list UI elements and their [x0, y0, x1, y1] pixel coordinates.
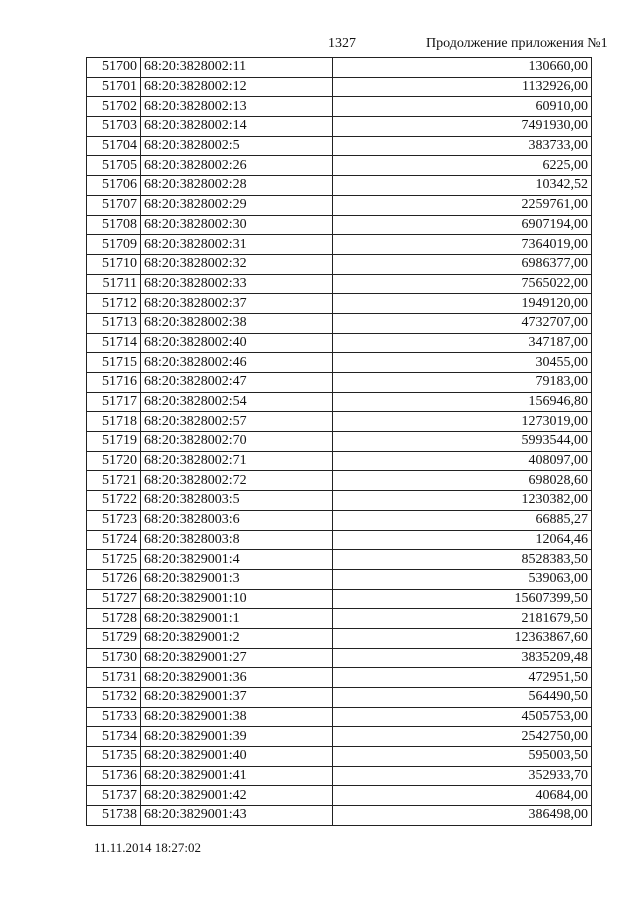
cadastral-value-cell: 6225,00 [333, 156, 592, 176]
cadastral-number-cell: 68:20:3829001:37 [141, 688, 333, 708]
row-number-cell: 51730 [87, 648, 141, 668]
table-row [87, 786, 592, 806]
cadastral-number-cell: 68:20:3829001:38 [141, 707, 333, 727]
row-number-cell: 51707 [87, 195, 141, 215]
row-number-cell: 51726 [87, 569, 141, 589]
cadastral-value-cell: 4505753,00 [333, 707, 592, 727]
table-row [87, 353, 592, 373]
cadastral-value-cell: 3835209,48 [333, 648, 592, 668]
cadastral-number-cell: 68:20:3828002:30 [141, 215, 333, 235]
cadastral-value-cell: 2542750,00 [333, 727, 592, 747]
cadastral-value-cell: 130660,00 [333, 58, 592, 78]
cadastral-value-cell: 595003,50 [333, 747, 592, 767]
cadastral-number-cell: 68:20:3828002:28 [141, 176, 333, 196]
row-number-cell: 51738 [87, 806, 141, 826]
cadastral-value-cell: 60910,00 [333, 97, 592, 117]
cadastral-number-cell: 68:20:3829001:39 [141, 727, 333, 747]
cadastral-number-cell: 68:20:3828002:32 [141, 254, 333, 274]
cadastral-number-cell: 68:20:3828002:13 [141, 97, 333, 117]
cadastral-number-cell: 68:20:3828002:70 [141, 432, 333, 452]
cadastral-number-cell: 68:20:3828003:8 [141, 530, 333, 550]
cadastral-number-cell: 68:20:3829001:3 [141, 569, 333, 589]
cadastral-value-cell: 4732707,00 [333, 313, 592, 333]
table-row [87, 550, 592, 570]
row-number-cell: 51708 [87, 215, 141, 235]
table-row [87, 491, 592, 511]
cadastral-number-cell: 68:20:3828002:40 [141, 333, 333, 353]
cadastral-value-cell: 539063,00 [333, 569, 592, 589]
row-number-cell: 51723 [87, 510, 141, 530]
row-number-cell: 51702 [87, 97, 141, 117]
cadastral-number-cell: 68:20:3828002:29 [141, 195, 333, 215]
cadastral-number-cell: 68:20:3829001:41 [141, 766, 333, 786]
table-row [87, 766, 592, 786]
table-row [87, 235, 592, 255]
cadastral-number-cell: 68:20:3829001:4 [141, 550, 333, 570]
row-number-cell: 51721 [87, 471, 141, 491]
cadastral-value-cell: 408097,00 [333, 451, 592, 471]
table-row [87, 609, 592, 629]
row-number-cell: 51724 [87, 530, 141, 550]
table-row [87, 333, 592, 353]
row-number-cell: 51732 [87, 688, 141, 708]
row-number-cell: 51704 [87, 136, 141, 156]
row-number-cell: 51733 [87, 707, 141, 727]
cadastral-number-cell: 68:20:3829001:27 [141, 648, 333, 668]
row-number-cell: 51716 [87, 373, 141, 393]
table-row [87, 373, 592, 393]
table-row [87, 313, 592, 333]
row-number-cell: 51700 [87, 58, 141, 78]
cadastral-value-cell: 564490,50 [333, 688, 592, 708]
table-row [87, 254, 592, 274]
table-row [87, 274, 592, 294]
row-number-cell: 51701 [87, 77, 141, 97]
table-row [87, 471, 592, 491]
row-number-cell: 51715 [87, 353, 141, 373]
cadastral-value-cell: 12363867,60 [333, 628, 592, 648]
cadastral-number-cell: 68:20:3829001:36 [141, 668, 333, 688]
cadastral-value-cell: 1949120,00 [333, 294, 592, 314]
table-row [87, 117, 592, 137]
cadastral-number-cell: 68:20:3829001:42 [141, 786, 333, 806]
row-number-cell: 51735 [87, 747, 141, 767]
table-row [87, 136, 592, 156]
table-row [87, 569, 592, 589]
cadastral-number-cell: 68:20:3828003:6 [141, 510, 333, 530]
cadastral-value-cell: 5993544,00 [333, 432, 592, 452]
cadastral-number-cell: 68:20:3829001:10 [141, 589, 333, 609]
row-number-cell: 51718 [87, 412, 141, 432]
cadastral-value-cell: 472951,50 [333, 668, 592, 688]
cadastral-number-cell: 68:20:3828002:47 [141, 373, 333, 393]
row-number-cell: 51734 [87, 727, 141, 747]
table-row [87, 806, 592, 826]
cadastral-number-cell: 68:20:3828002:31 [141, 235, 333, 255]
cadastral-value-cell: 352933,70 [333, 766, 592, 786]
cadastral-number-cell: 68:20:3828003:5 [141, 491, 333, 511]
table-row [87, 77, 592, 97]
row-number-cell: 51720 [87, 451, 141, 471]
cadastral-value-cell: 8528383,50 [333, 550, 592, 570]
row-number-cell: 51709 [87, 235, 141, 255]
row-number-cell: 51714 [87, 333, 141, 353]
cadastral-value-cell: 6907194,00 [333, 215, 592, 235]
table-row [87, 688, 592, 708]
cadastral-value-cell: 10342,52 [333, 176, 592, 196]
table-row [87, 58, 592, 78]
row-number-cell: 51736 [87, 766, 141, 786]
cadastral-value-cell: 386498,00 [333, 806, 592, 826]
row-number-cell: 51731 [87, 668, 141, 688]
cadastral-value-table [86, 57, 592, 826]
cadastral-value-cell: 2259761,00 [333, 195, 592, 215]
table-row [87, 628, 592, 648]
table-row [87, 195, 592, 215]
row-number-cell: 51728 [87, 609, 141, 629]
table-row [87, 176, 592, 196]
cadastral-value-cell: 1230382,00 [333, 491, 592, 511]
table-row [87, 510, 592, 530]
row-number-cell: 51729 [87, 628, 141, 648]
row-number-cell: 51713 [87, 313, 141, 333]
cadastral-number-cell: 68:20:3828002:46 [141, 353, 333, 373]
page-number: 1327 [328, 36, 356, 51]
table-row [87, 747, 592, 767]
cadastral-number-cell: 68:20:3829001:43 [141, 806, 333, 826]
table-row [87, 412, 592, 432]
print-timestamp: 11.11.2014 18:27:02 [94, 840, 202, 855]
row-number-cell: 51706 [87, 176, 141, 196]
cadastral-value-cell: 1273019,00 [333, 412, 592, 432]
row-number-cell: 51719 [87, 432, 141, 452]
cadastral-number-cell: 68:20:3829001:1 [141, 609, 333, 629]
cadastral-value-cell: 7565022,00 [333, 274, 592, 294]
table-row [87, 451, 592, 471]
table-row [87, 392, 592, 412]
table-row [87, 97, 592, 117]
row-number-cell: 51712 [87, 294, 141, 314]
cadastral-number-cell: 68:20:3828002:71 [141, 451, 333, 471]
table-row [87, 432, 592, 452]
cadastral-value-cell: 79183,00 [333, 373, 592, 393]
cadastral-value-cell: 347187,00 [333, 333, 592, 353]
cadastral-number-cell: 68:20:3828002:72 [141, 471, 333, 491]
cadastral-value-cell: 1132926,00 [333, 77, 592, 97]
cadastral-value-cell: 40684,00 [333, 786, 592, 806]
cadastral-number-cell: 68:20:3828002:14 [141, 117, 333, 137]
row-number-cell: 51727 [87, 589, 141, 609]
row-number-cell: 51737 [87, 786, 141, 806]
table-body [87, 58, 592, 826]
cadastral-value-cell: 7364019,00 [333, 235, 592, 255]
row-number-cell: 51717 [87, 392, 141, 412]
table-row [87, 589, 592, 609]
cadastral-number-cell: 68:20:3828002:11 [141, 58, 333, 78]
cadastral-value-cell: 156946,80 [333, 392, 592, 412]
table-row [87, 294, 592, 314]
cadastral-value-cell: 15607399,50 [333, 589, 592, 609]
table-row [87, 530, 592, 550]
cadastral-number-cell: 68:20:3828002:37 [141, 294, 333, 314]
cadastral-value-cell: 383733,00 [333, 136, 592, 156]
cadastral-number-cell: 68:20:3829001:2 [141, 628, 333, 648]
continuation-note: Продолжение приложения №1 [426, 36, 608, 51]
cadastral-number-cell: 68:20:3828002:26 [141, 156, 333, 176]
cadastral-number-cell: 68:20:3828002:57 [141, 412, 333, 432]
cadastral-value-cell: 698028,60 [333, 471, 592, 491]
cadastral-number-cell: 68:20:3828002:33 [141, 274, 333, 294]
row-number-cell: 51710 [87, 254, 141, 274]
cadastral-value-cell: 12064,46 [333, 530, 592, 550]
table-row [87, 707, 592, 727]
row-number-cell: 51705 [87, 156, 141, 176]
cadastral-number-cell: 68:20:3828002:12 [141, 77, 333, 97]
cadastral-number-cell: 68:20:3828002:38 [141, 313, 333, 333]
cadastral-value-cell: 6986377,00 [333, 254, 592, 274]
cadastral-number-cell: 68:20:3828002:5 [141, 136, 333, 156]
row-number-cell: 51722 [87, 491, 141, 511]
table-row [87, 215, 592, 235]
row-number-cell: 51703 [87, 117, 141, 137]
cadastral-value-cell: 30455,00 [333, 353, 592, 373]
table-row [87, 648, 592, 668]
cadastral-value-cell: 7491930,00 [333, 117, 592, 137]
table-row [87, 668, 592, 688]
table-row [87, 156, 592, 176]
cadastral-number-cell: 68:20:3828002:54 [141, 392, 333, 412]
row-number-cell: 51725 [87, 550, 141, 570]
cadastral-value-cell: 2181679,50 [333, 609, 592, 629]
row-number-cell: 51711 [87, 274, 141, 294]
cadastral-number-cell: 68:20:3829001:40 [141, 747, 333, 767]
table-row [87, 727, 592, 747]
cadastral-value-cell: 66885,27 [333, 510, 592, 530]
